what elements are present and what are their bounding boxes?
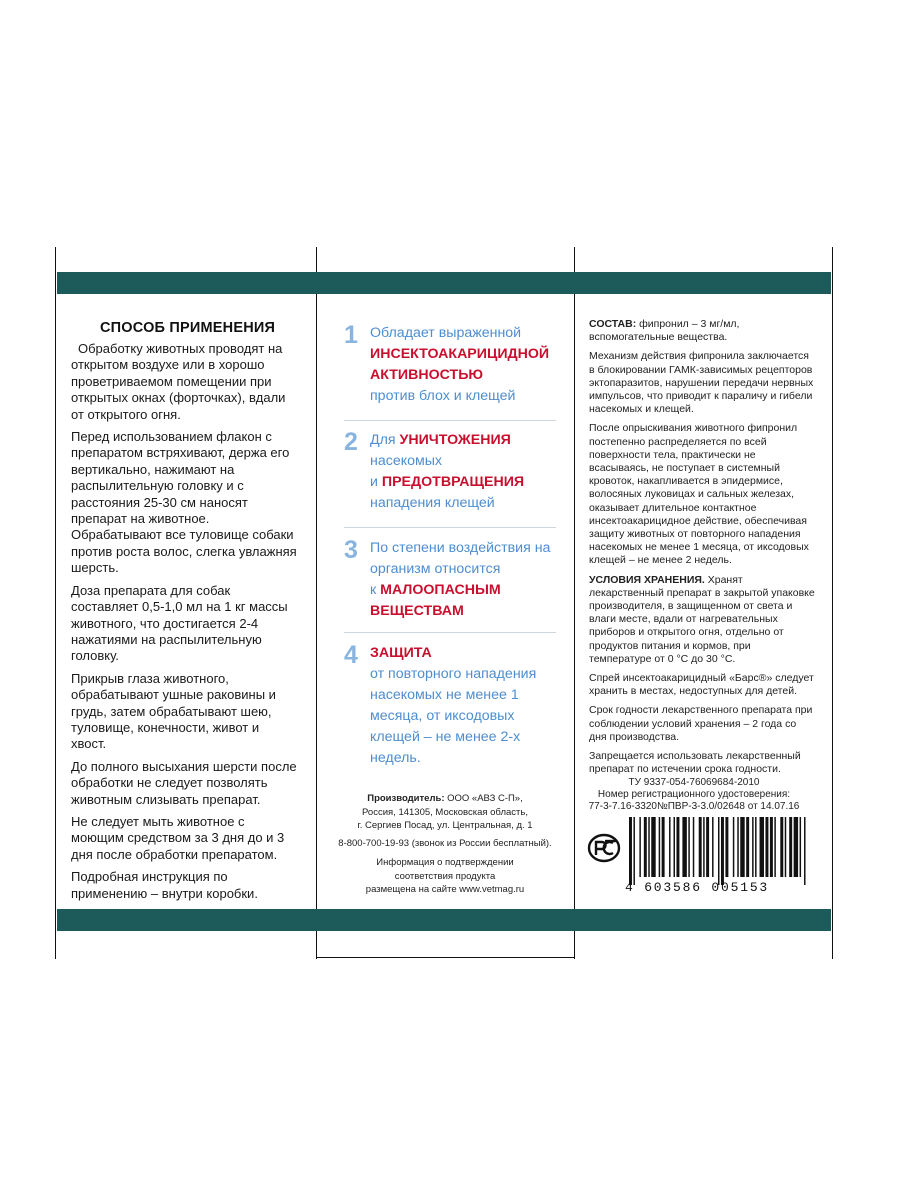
benefit-text: и xyxy=(370,474,378,490)
barcode-bar xyxy=(688,817,689,877)
usage-paragraph: Обработку животных проводят на открытом воздухе или в хорошо проветриваемом помещении при открытых окнах (форточках), вдали от открытого огня. xyxy=(71,341,286,422)
storage-label: УСЛОВИЯ ХРАНЕНИЯ. xyxy=(589,573,705,586)
phone-number: 8-800-700-19-93 (звонок из России бесплатный). xyxy=(338,837,552,849)
barcode-bar xyxy=(629,817,632,885)
benefit-number: 2 xyxy=(344,428,358,456)
benefit-text: Для xyxy=(370,432,396,448)
barcode-bar xyxy=(789,817,792,877)
manufacturer-label: Производитель: xyxy=(367,793,445,804)
barcode-bar xyxy=(682,817,686,877)
children-warning: Спрей инсектоакарицидный «Барс®» следует хранить в местах, недоступных для детей. xyxy=(589,672,814,698)
composition-panel xyxy=(574,247,833,959)
usage-paragraph: Подробная инструкция по применению – внутри коробки. xyxy=(71,869,258,901)
usage-text xyxy=(71,341,297,908)
composition-value: фипронил – 3 мг/мл, вспомогательные вещества. xyxy=(589,318,740,344)
registration-number: 77-3-7.16-3320№ПВР-3-3.0/02648 от 14.07.16 xyxy=(588,801,800,812)
barcode-bar xyxy=(774,817,775,877)
barcode-bar xyxy=(659,817,660,877)
benefit-highlight: МАЛООПАСНЫМ ВЕЩЕСТВАМ xyxy=(370,582,501,619)
barcode-bar xyxy=(633,817,634,885)
benefit-text: от повторного нападения насекомых не менее 1 месяца, от иксодовых клещей – не менее 2-х недель. xyxy=(370,666,537,766)
benefit-highlight: УНИЧТОЖЕНИЯ xyxy=(399,432,511,448)
barcode-bar xyxy=(703,817,704,877)
benefit-text: против блох и клещей xyxy=(370,388,516,404)
barcode-bar xyxy=(662,817,665,877)
usage-paragraph: До полного высыхания шерсти после обработки не следует позволять животным слизывать препарат. xyxy=(71,758,297,807)
manufacturer-address: Россия, 141305, Московская область, xyxy=(362,806,528,818)
distribution-paragraph: После опрыскивания животного фипронил постепенно распределяется по всей поверхности тела, практически не всасываясь, не поступает в системный кровоток, накапливается в эпидермисе, волосяных луковицах и сальных железах, оказывает длительное контактное инсектоакарицидное действие, обеспечивая защиту животных от повторного нападения насекомых не менее 1 месяца, от иксодовых клещей – не менее 2 недель. xyxy=(589,422,809,567)
barcode-icon xyxy=(627,817,809,885)
benefit-number: 4 xyxy=(344,641,358,669)
barcode-bar xyxy=(794,817,798,877)
rst-certification-icon xyxy=(587,833,621,863)
barcode-bar xyxy=(800,817,801,877)
benefit-number: 3 xyxy=(344,536,358,564)
label-sheet xyxy=(55,247,833,959)
shelf-life: Срок годности лекарственного препарата при соблюдении условий хранения – 2 года со дня производства. xyxy=(589,704,813,743)
manufacturer-block xyxy=(316,792,574,897)
barcode-digits: 4 603586 005153 xyxy=(625,880,770,895)
barcode-bar xyxy=(718,817,719,885)
barcode-bar xyxy=(752,817,753,877)
barcode-bar xyxy=(699,817,702,877)
divider xyxy=(344,632,556,633)
benefit-highlight: ПРЕДОТВРАЩЕНИЯ xyxy=(381,474,525,490)
barcode-bar xyxy=(755,817,756,877)
benefit-text: к xyxy=(370,582,377,598)
benefit-text: По степени воздействия на организм относится xyxy=(370,540,551,577)
barcode-bar xyxy=(780,817,783,877)
barcode-bar xyxy=(721,817,724,885)
benefit-text: нападения клещей xyxy=(370,495,495,511)
barcode-bar xyxy=(785,817,786,877)
barcode-bar xyxy=(712,817,713,877)
usage-paragraph: Прикрыв глаза животного, обрабатывают ушные раковины и грудь, затем обрабатывают шею, туловище, конечности, живот и хвост. xyxy=(71,670,276,752)
benefit-highlight: ИНСЕКТОАКАРИЦИДНОЙ АКТИВНОСТЬЮ xyxy=(370,346,550,383)
barcode-bar xyxy=(765,817,768,877)
barcode-bar xyxy=(669,817,670,877)
registration-block xyxy=(574,777,814,813)
barcode-bar xyxy=(804,817,805,885)
usage-paragraph: Не следует мыть животное с моющим средством за 3 дня до и 3 дня после обработки препаратом. xyxy=(71,813,285,862)
benefit-number: 1 xyxy=(344,321,358,349)
barcode-bar xyxy=(706,817,709,877)
barcode-bar xyxy=(639,817,640,877)
barcode-bar xyxy=(644,817,647,877)
expiry-warning: Запрещается использовать лекарственный препарат по истечении срока годности. xyxy=(589,750,801,776)
usage-title: СПОСОБ ПРИМЕНЕНИЯ xyxy=(100,320,276,336)
benefit-highlight: ЗАЩИТА xyxy=(370,645,432,661)
storage-text: Хранят лекарственный препарат в закрытой упаковке производителя, в защищенном от света и влаги месте, вдали от нагревательных приборов и открытого огня, отдельно от продуктов питания и кормов, при температуре от 0 °С до 30 °С. xyxy=(589,573,815,665)
usage-paragraph: Перед использованием флакон с препаратом встряхивают, держа его вертикально, нажимают на распылительную головку и с расстояния 25-30 см наносят препарат на животное. Обрабатывают все туловище собаки против роста волос, слегка увлажняя шерсть. xyxy=(71,429,297,576)
mechanism-paragraph: Механизм действия фипронила заключается в блокировании ГАМК-зависимых рецепторов эктопаразитов, нарушении передачи нервных импульсов, что приводит к параличу и гибели насекомых и клещей. xyxy=(589,350,814,416)
barcode-bar xyxy=(740,817,744,877)
divider xyxy=(344,420,556,421)
benefits-panel xyxy=(316,247,574,959)
info-text: размещена на сайте www.vetmag.ru xyxy=(365,884,525,895)
barcode-bar xyxy=(651,817,655,877)
barcode-bar xyxy=(737,817,738,877)
barcode-bar xyxy=(725,817,728,877)
usage-panel xyxy=(55,247,316,959)
manufacturer-address: г. Сергиев Посад, ул. Центральная, д. 1 xyxy=(357,820,533,831)
usage-paragraph: Доза препарата для собак составляет 0,5-1,0 мл на 1 кг массы животного, что достигается 2-4 нажатиями на распылительную головку. xyxy=(71,582,288,664)
composition-label: СОСТАВ: xyxy=(589,318,637,330)
composition-text xyxy=(589,318,815,783)
registration-label: Номер регистрационного удостоверения: xyxy=(597,789,791,800)
manufacturer-name: ООО «АВЗ С-П», xyxy=(447,793,523,804)
benefit-text: Обладает выраженной xyxy=(370,325,522,341)
barcode-bar xyxy=(693,817,694,877)
barcode-bar xyxy=(733,817,734,877)
barcode-bar xyxy=(746,817,749,877)
info-text: соответствия продукта xyxy=(394,870,496,882)
info-text: Информация о подтверждении xyxy=(376,857,514,868)
barcode-bar xyxy=(760,817,764,877)
barcode-bar xyxy=(770,817,773,877)
barcode-bar xyxy=(674,817,675,877)
benefit-text: насекомых xyxy=(370,453,443,469)
tu-number: ТУ 9337-054-76069684-2010 xyxy=(628,777,760,788)
barcode-bar xyxy=(676,817,679,877)
barcode-bar xyxy=(648,817,649,877)
divider xyxy=(344,527,556,528)
